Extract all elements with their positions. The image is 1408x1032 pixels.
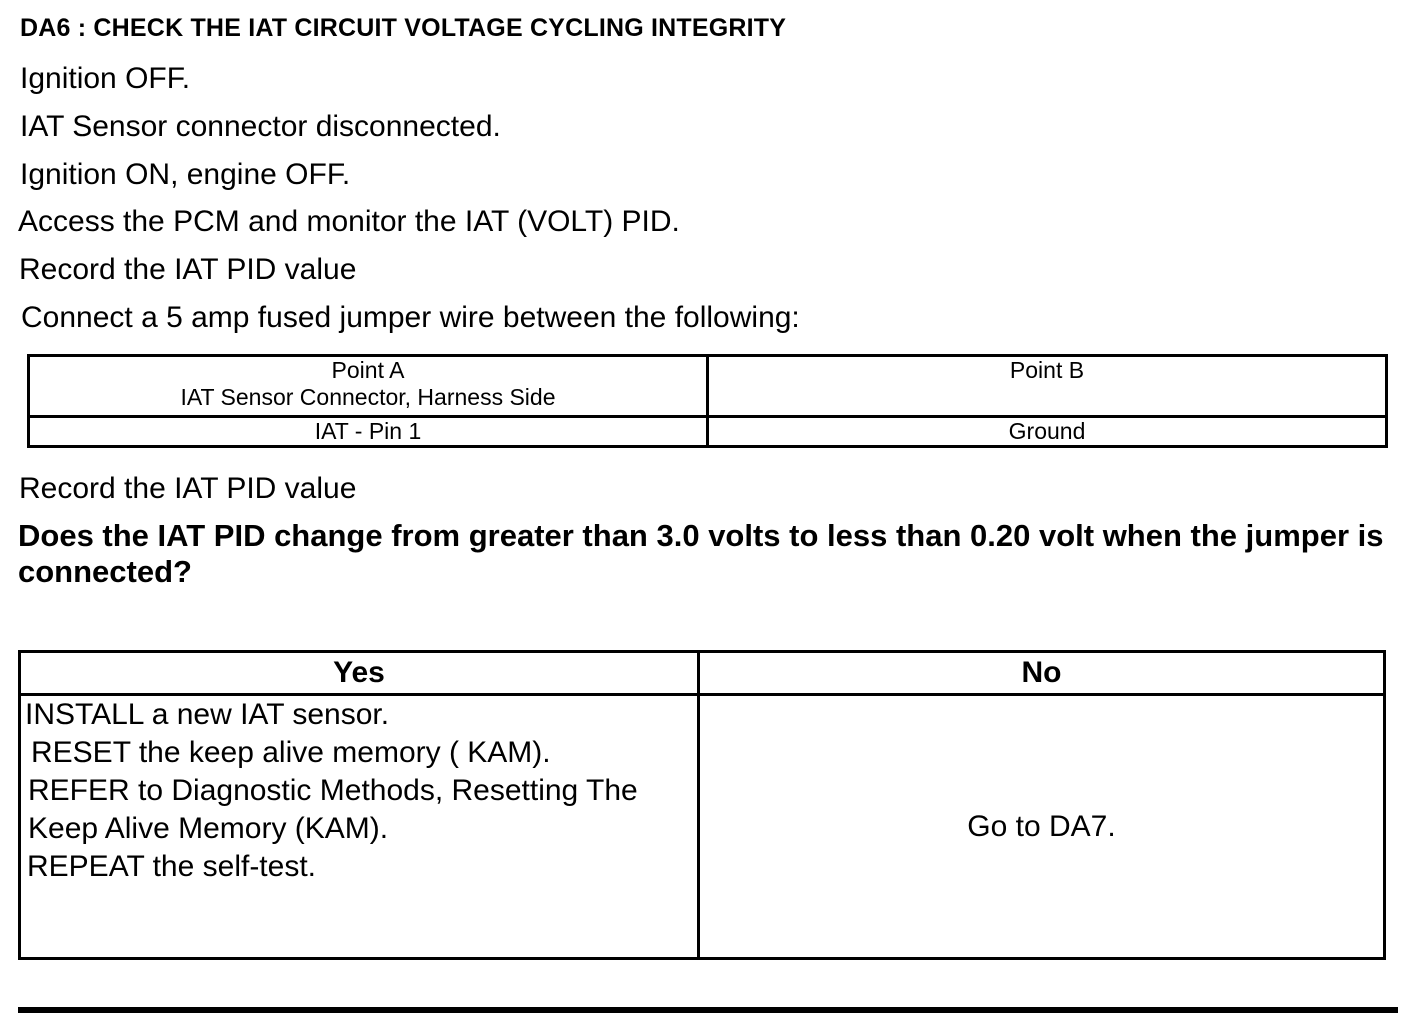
no-action-cell bbox=[699, 695, 1385, 959]
point-a-header: Point A bbox=[331, 357, 405, 383]
yes-action-install: INSTALL a new IAT sensor. bbox=[25, 698, 390, 731]
step-access-pcm: Access the PCM and monitor the IAT (VOLT) PID. bbox=[18, 205, 680, 238]
point-a-header-cell bbox=[29, 356, 708, 417]
step-connect-jumper: Connect a 5 amp fused jumper wire between the following: bbox=[21, 301, 800, 334]
point-b-header: Point B bbox=[1009, 357, 1085, 383]
result-table-header-row bbox=[20, 652, 1385, 695]
jumper-points-table bbox=[27, 354, 1388, 448]
point-a-value: IAT - Pin 1 bbox=[29, 417, 708, 447]
no-header: No bbox=[699, 652, 1385, 695]
jumper-table-row bbox=[29, 417, 1387, 447]
point-b-header-cell bbox=[708, 356, 1387, 417]
yes-actions-cell bbox=[20, 695, 699, 959]
result-table bbox=[18, 650, 1386, 960]
no-action-goto: Go to DA7. bbox=[967, 809, 1116, 843]
yes-header: Yes bbox=[20, 652, 699, 695]
step-record-pid-again: Record the IAT PID value bbox=[19, 472, 357, 505]
jumper-table-header-row bbox=[29, 356, 1387, 417]
bottom-divider bbox=[18, 1007, 1398, 1013]
step-ignition-off: Ignition OFF. bbox=[20, 62, 191, 95]
yes-action-repeat: REPEAT the self-test. bbox=[27, 850, 316, 883]
step-ignition-on: Ignition ON, engine OFF. bbox=[20, 158, 351, 191]
yes-action-reset: RESET the keep alive memory ( KAM). bbox=[31, 736, 551, 769]
step-record-pid: Record the IAT PID value bbox=[19, 253, 357, 286]
step-connector-disconnected: IAT Sensor connector disconnected. bbox=[20, 110, 501, 143]
point-a-subheader: IAT Sensor Connector, Harness Side bbox=[180, 384, 556, 410]
yes-action-refer: REFER to Diagnostic Methods, Resetting The bbox=[28, 774, 638, 807]
result-table-body-row bbox=[20, 695, 1385, 959]
point-b-value: Ground bbox=[708, 417, 1387, 447]
yes-action-refer-cont: Keep Alive Memory (KAM). bbox=[28, 812, 389, 845]
test-question: Does the IAT PID change from greater than 3.0 volts to less than 0.20 volt when the jumper is connected? bbox=[18, 518, 1384, 589]
procedure-title: DA6 : CHECK THE IAT CIRCUIT VOLTAGE CYCLING INTEGRITY bbox=[20, 14, 787, 42]
